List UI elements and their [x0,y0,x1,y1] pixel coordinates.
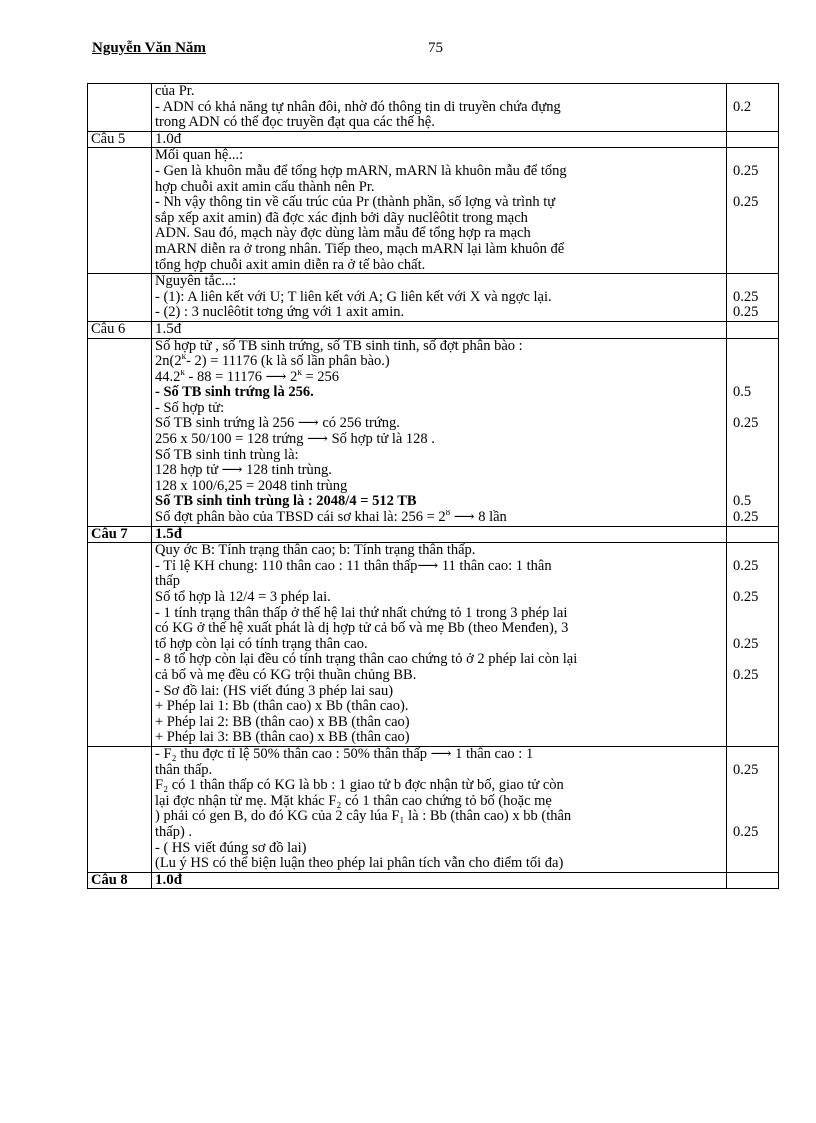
point-value [733,841,775,857]
point-value [733,432,775,448]
point-value [733,699,775,715]
point-value [733,574,775,590]
point-value: 0.25 [733,194,759,211]
answer-line: có KG ở thế hệ xuất phát là dị hợp tử cả bố và mẹ Bb (theo Menđen), 3 [155,621,569,637]
question-label: Câu 5 [88,131,152,148]
point-value [733,258,775,274]
point-value [733,463,775,479]
point-value [733,479,775,495]
answer-line: - 1 tính trạng thân thấp ở thế hệ lai thứ nhất chứng tỏ 1 trong 3 phép lai [155,605,568,621]
point-value [733,339,775,355]
score-column [727,84,779,132]
answer-line: Nguyên tắc...: [155,274,237,290]
answer-line: - Sơ đồ lai: (HS viết đúng 3 phép lai sau) [155,683,394,699]
point-value [733,115,775,131]
answer-line: 128 hợp tử ⟶ 128 tinh trùng. [155,463,332,479]
score-column [727,274,779,322]
question-label [88,274,152,322]
point-value [733,180,775,196]
table-row [88,84,779,132]
point-value: 0.2 [733,98,752,115]
score-column [727,321,779,338]
score-column [727,131,779,148]
answer-line: - Tỉ lệ KH chung: 110 thân cao : 11 thân thấp⟶ 11 thân cao: 1 thân [155,558,552,574]
section-row [88,872,779,889]
answer-content [152,746,727,872]
section-points [152,131,727,148]
point-value [733,543,775,559]
section-score: 1.0đ [155,871,183,888]
point-value: 0.25 [733,415,759,432]
answer-line: F₂ có 1 thân thấp có KG là bb : 1 giao tử b đợc nhận từ bố, giao tử còn [155,778,564,794]
section-score: 1.0đ [155,130,182,147]
point-value [733,778,775,794]
answer-line: - ( HS viết đúng sơ đồ lai) [155,840,307,856]
answer-line: thân thấp. [155,762,213,778]
point-value [733,715,775,731]
answer-line: Mối quan hệ...: [155,148,244,164]
answer-line: - 8 tổ hợp còn lại đều có tính trạng thân cao chứng tỏ ở 2 phép lai còn lại [155,652,578,668]
score-column [727,746,779,872]
point-value [733,809,775,825]
point-value [733,621,775,637]
answer-content [152,84,727,132]
point-value: 0.25 [733,288,759,305]
answer-table [87,83,779,889]
point-value [733,730,775,746]
point-value [733,226,775,242]
point-value: 0.25 [733,162,759,179]
question-label [88,543,152,747]
answer-line: thấp [155,574,180,590]
point-value: 0.25 [733,761,759,778]
answer-line: - (2) : 3 nuclêôtit tơng ứng với 1 axit amin. [155,305,405,321]
question-label [88,338,152,526]
answer-line: 2n(2$^k$- 2) = 11176 (k là số lần phân bào.) [155,354,390,370]
score-column [727,526,779,543]
section-row [88,526,779,543]
answer-table-body [88,84,779,889]
point-value: 0.25 [733,635,759,652]
answer-line: 128 x 100/6,25 = 2048 tinh trùng [155,478,348,494]
answer-line: hợp chuỗi axit amin cấu thành nên Pr. [155,179,375,195]
answer-line: + Phép lai 2: BB (thân cao) x BB (thân cao) [155,714,410,730]
point-value [733,84,775,100]
answer-line: 44.2$^k$ - 88 = 11176 ⟶ $2^k = 256$ [155,369,340,385]
section-points [152,872,727,889]
answer-content [152,274,727,322]
answer-content [152,543,727,747]
answer-line: Số hợp tử , số TB sinh trứng, số TB sinh tinh, số đợt phân bào : [155,338,523,354]
point-value: 0.25 [733,666,759,683]
point-value [733,856,775,872]
page-number: 75 [428,40,443,56]
section-score: 1.5đ [155,320,182,337]
answer-line: trong ADN có thể đọc truyền đạt qua các thế hệ. [155,115,435,131]
score-column [727,148,779,274]
question-label: Câu 7 [88,526,152,543]
point-value: 0.5 [733,384,752,401]
question-label: Câu 6 [88,321,152,338]
point-value [733,211,775,227]
question-label [88,746,152,872]
answer-line: Quy ớc B: Tính trạng thân cao; b: Tính trạng thân thấp. [155,543,476,559]
table-row [88,746,779,872]
table-row [88,338,779,526]
point-value [733,684,775,700]
point-value [733,794,775,810]
score-column [727,543,779,747]
answer-line: - Gen là khuôn mẫu để tổng hợp mARN, mARN là khuôn mẫu để tổng [155,163,567,179]
point-value [733,401,775,417]
table-row [88,148,779,274]
section-score: 1.5đ [155,525,183,542]
answer-line: Số TB sinh trứng là 256 ⟶ có 256 trứng. [155,416,400,432]
point-value [733,274,775,290]
answer-line: - Số hợp tử: [155,400,225,416]
point-value [733,354,775,370]
answer-line: tổng hợp chuỗi axit amin diễn ra ở tế bào chất. [155,257,426,273]
point-value [733,242,775,258]
question-label: Câu 8 [88,872,152,889]
header-author: Nguyễn Văn Năm [92,40,206,56]
answer-line: + Phép lai 3: BB (thân cao) x BB (thân cao) [155,730,410,746]
point-value: 0.5 [733,493,752,510]
question-label [88,148,152,274]
point-value [733,148,775,164]
answer-line: ADN. Sau đó, mạch này đợc dùng làm mẫu để tổng hợp ra mạch [155,226,531,242]
table-row [88,274,779,322]
answer-line: Số đợt phân bào của TBSD cái sơ khai là: $256 = 2^8$ ⟶ 8 lần [155,510,507,526]
question-label [88,84,152,132]
answer-line: thấp) . [155,824,193,840]
answer-line: Số tổ hợp là 12/4 = 3 phép lai. [155,590,331,605]
answer-line: ) phải có gen B, do đó KG của 2 cây lúa F₁ là : Bb (thân cao) x bb (thân [155,809,572,825]
answer-line: 256 x 50/100 = 128 trứng ⟶ Số hợp tử là 128 . [155,432,435,448]
answer-line: của Pr. [155,84,195,99]
score-column [727,338,779,526]
answer-line: sắp xếp axit amin) đã đợc xác định bởi dãy nuclêôtit trong mạch [155,210,528,226]
point-value: 0.25 [733,557,759,574]
point-value: 0.25 [733,823,759,840]
point-value [733,652,775,668]
answer-line: lại đợc nhận từ mẹ. Mặt khác F₂ có 1 thân cao chứng tỏ bố (hoặc mẹ [155,793,552,809]
answer-line: cả bố và mẹ đều có KG trội thuần chủng BB. [155,667,417,683]
point-value [733,606,775,622]
point-value [733,370,775,386]
answer-content [152,148,727,274]
answer-line: - ADN có khả năng tự nhân đôi, nhờ đó thông tin di truyền chứa đựng [155,99,561,115]
point-value [733,448,775,464]
point-value: 0.25 [733,509,759,526]
answer-line: - Nh vậy thông tin về cấu trúc của Pr (thành phần, số lợng và trình tự [155,195,556,211]
score-column [727,872,779,889]
answer-line: tổ hợp còn lại có tính trạng thân cao. [155,636,368,652]
answer-line: mARN diễn ra ở trong nhân. Tiếp theo, mạch mARN lại làm khuôn để [155,241,565,257]
answer-line: - Số TB sinh trứng là 256. [155,385,314,401]
point-value: 0.25 [733,304,759,321]
section-points [152,321,727,338]
answer-line: Số TB sinh tinh trùng là : 2048/4 = 512 TB [155,494,417,510]
point-value [733,747,775,763]
section-row [88,131,779,148]
section-row [88,321,779,338]
point-value: 0.25 [733,589,759,605]
answer-line: Số TB sinh tinh trùng là: [155,447,299,463]
table-row [88,543,779,747]
answer-line: + Phép lai 1: Bb (thân cao) x Bb (thân cao). [155,699,409,715]
answer-content [152,338,727,526]
section-points [152,526,727,543]
answer-line: - F₂ thu đợc tỉ lệ 50% thân cao : 50% thân thấp ⟶ 1 thân cao : 1 [155,746,534,762]
answer-line: (Lu ý HS có thể biện luận theo phép lai phân tích vẫn cho điểm tối đa) [155,856,564,872]
answer-line: - (1): A liên kết với U; T liên kết với A; G liên kết với X và ngợc lại. [155,289,552,305]
